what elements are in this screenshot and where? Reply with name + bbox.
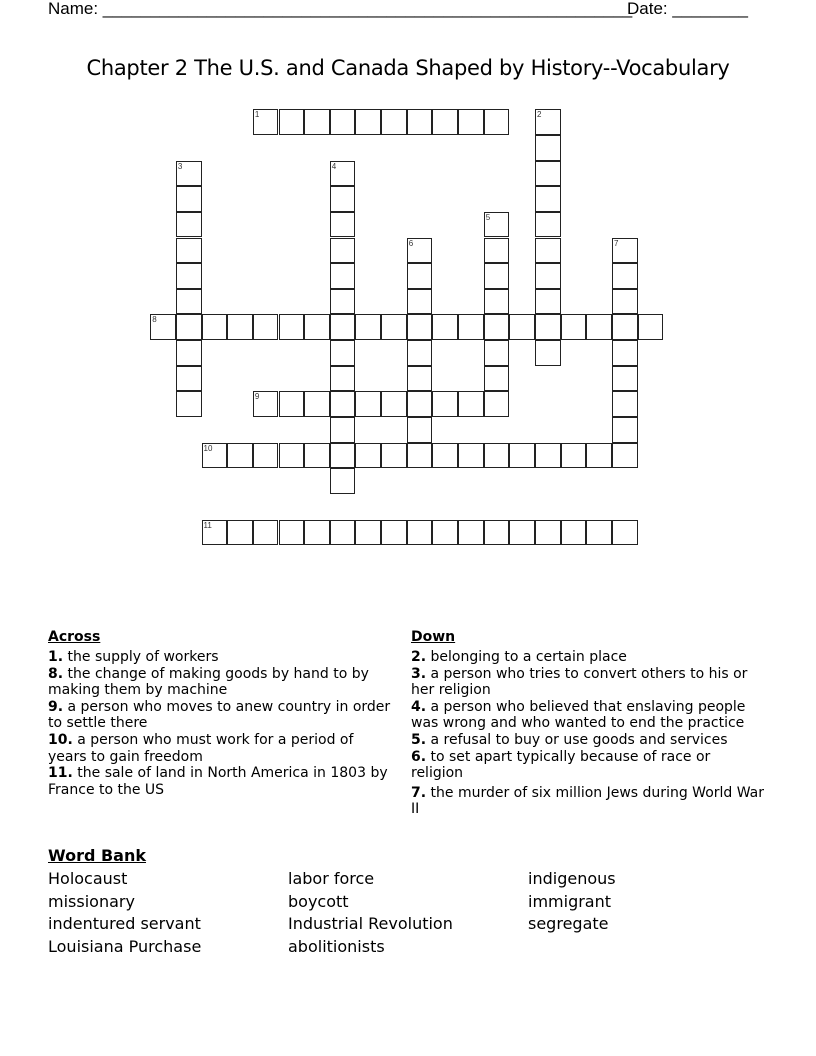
grid-cell[interactable] — [484, 289, 510, 315]
crossword-grid — [151, 110, 666, 550]
grid-cell[interactable] — [253, 443, 279, 469]
grid-cell[interactable] — [484, 366, 510, 392]
grid-cell[interactable] — [458, 520, 484, 546]
clue-down-4 — [411, 699, 766, 732]
word-bank-list — [48, 868, 748, 959]
grid-cell[interactable] — [432, 520, 458, 546]
grid-cell[interactable] — [355, 443, 381, 469]
grid-cell[interactable] — [432, 391, 458, 417]
clue-down-2 — [411, 649, 766, 666]
grid-cell[interactable] — [176, 161, 202, 187]
grid-cell[interactable] — [407, 314, 433, 340]
clue-number: 6. — [411, 748, 427, 765]
word-bank-item: immigrant — [528, 891, 612, 911]
clue-number: 2. — [411, 649, 427, 665]
clue-text: the sale of land in North America in 1803 by France to the US — [48, 765, 388, 798]
grid-cell[interactable] — [535, 186, 561, 212]
grid-cell[interactable] — [330, 366, 356, 392]
grid-cell[interactable] — [612, 340, 638, 366]
grid-cell[interactable] — [484, 109, 510, 135]
clue-number: 4. — [411, 698, 427, 715]
clue-across-10 — [48, 732, 393, 765]
grid-cell[interactable] — [535, 109, 561, 135]
grid-cell[interactable] — [458, 314, 484, 340]
grid-cell[interactable] — [484, 391, 510, 417]
clue-text: a person who tries to convert others to his or her religion — [411, 665, 748, 699]
grid-cell[interactable] — [407, 238, 433, 264]
clue-number-label: 11 — [203, 520, 212, 530]
word-bank-item: Louisiana Purchase — [48, 937, 202, 957]
down-heading: Down — [411, 629, 456, 645]
grid-cell[interactable] — [253, 314, 279, 340]
grid-cell[interactable] — [407, 366, 433, 392]
grid-cell[interactable] — [330, 340, 356, 366]
grid-cell[interactable] — [407, 289, 433, 315]
grid-cell[interactable] — [330, 417, 356, 443]
word-bank-item — [528, 936, 748, 959]
clue-number-label: 10 — [203, 443, 213, 453]
clue-text: a person who moves to anew country in order to settle there — [48, 698, 391, 732]
clue-number-label: 5 — [485, 212, 491, 222]
clue-down-6 — [411, 749, 766, 782]
clue-number-label: 8 — [152, 315, 157, 325]
clue-number: 10. — [48, 731, 73, 748]
grid-cell[interactable] — [330, 186, 356, 212]
word-bank-item: labor force — [288, 869, 375, 888]
clue-across-1 — [48, 649, 393, 666]
grid-cell[interactable] — [330, 289, 356, 315]
clue-number-label: 6 — [408, 238, 414, 248]
grid-cell[interactable] — [484, 340, 510, 366]
grid-cell[interactable] — [176, 212, 202, 238]
clue-text: the murder of six million Jews during World War II — [411, 784, 765, 818]
grid-cell[interactable] — [330, 391, 356, 417]
grid-cell[interactable] — [304, 520, 330, 546]
word-bank-item: abolitionists — [288, 937, 385, 957]
clue-number-label: 2 — [537, 110, 542, 120]
grid-cell[interactable] — [509, 443, 535, 469]
grid-cell[interactable] — [535, 520, 561, 546]
grid-cell[interactable] — [304, 109, 330, 135]
clue-number-label: 1 — [254, 110, 260, 120]
clue-number: 1. — [48, 649, 64, 665]
grid-cell[interactable] — [227, 520, 253, 546]
clue-number: 9. — [48, 698, 64, 715]
grid-cell[interactable] — [355, 109, 381, 135]
grid-cell[interactable] — [535, 161, 561, 187]
grid-cell[interactable] — [535, 289, 561, 315]
grid-cell[interactable] — [484, 263, 510, 289]
grid-cell[interactable] — [304, 443, 330, 469]
grid-cell[interactable] — [355, 314, 381, 340]
grid-cell[interactable] — [535, 314, 561, 340]
grid-cell[interactable] — [202, 314, 228, 340]
grid-cell[interactable] — [509, 520, 535, 546]
grid-cell[interactable] — [176, 186, 202, 212]
grid-cell[interactable] — [304, 391, 330, 417]
grid-cell[interactable] — [227, 443, 253, 469]
grid-cell[interactable] — [381, 520, 407, 546]
grid-cell[interactable] — [535, 212, 561, 238]
grid-cell[interactable] — [381, 314, 407, 340]
word-bank — [48, 846, 748, 959]
grid-cell[interactable] — [561, 520, 587, 546]
grid-cell[interactable] — [202, 443, 228, 469]
grid-cell[interactable] — [330, 212, 356, 238]
grid-cell[interactable] — [330, 161, 356, 187]
grid-cell[interactable] — [638, 314, 664, 340]
down-clues — [411, 629, 766, 818]
grid-cell[interactable] — [330, 314, 356, 340]
grid-cell[interactable] — [458, 391, 484, 417]
grid-cell[interactable] — [484, 520, 510, 546]
page-title: Chapter 2 The U.S. and Canada Shaped by History--Vocabulary — [86, 56, 730, 80]
clue-across-8 — [48, 666, 393, 699]
grid-cell[interactable] — [330, 263, 356, 289]
clue-number-label: 7 — [613, 238, 619, 248]
across-clues — [48, 629, 393, 798]
date-field-label: Date: ________ — [627, 0, 748, 18]
clue-across-9 — [48, 699, 393, 732]
grid-cell[interactable] — [330, 109, 356, 135]
grid-cell[interactable] — [279, 314, 305, 340]
grid-cell[interactable] — [586, 314, 612, 340]
grid-cell[interactable] — [561, 443, 587, 469]
grid-cell[interactable] — [407, 109, 433, 135]
grid-cell[interactable] — [407, 520, 433, 546]
grid-cell[interactable] — [612, 314, 638, 340]
grid-cell[interactable] — [279, 520, 305, 546]
grid-cell[interactable] — [279, 443, 305, 469]
grid-cell[interactable] — [586, 520, 612, 546]
grid-cell[interactable] — [381, 109, 407, 135]
grid-cell[interactable] — [484, 443, 510, 469]
grid-cell[interactable] — [484, 238, 510, 264]
clue-text: a person who believed that enslaving people was wrong and who wanted to end the practice — [411, 698, 746, 732]
grid-cell[interactable] — [535, 135, 561, 161]
grid-cell[interactable] — [176, 340, 202, 366]
grid-cell[interactable] — [612, 263, 638, 289]
across-heading: Across — [48, 629, 101, 645]
grid-cell[interactable] — [458, 443, 484, 469]
grid-cell[interactable] — [535, 340, 561, 366]
grid-cell[interactable] — [279, 391, 305, 417]
grid-cell[interactable] — [330, 238, 356, 264]
grid-cell[interactable] — [227, 314, 253, 340]
clue-number: 5. — [411, 731, 427, 748]
grid-cell[interactable] — [407, 417, 433, 443]
clue-down-5 — [411, 732, 766, 749]
grid-cell[interactable] — [407, 263, 433, 289]
grid-cell[interactable] — [407, 443, 433, 469]
word-bank-item: missionary — [48, 891, 135, 911]
grid-cell[interactable] — [458, 109, 484, 135]
grid-cell[interactable] — [432, 314, 458, 340]
word-bank-item: Industrial Revolution — [288, 914, 453, 934]
clue-number: 8. — [48, 665, 64, 682]
word-bank-item: segregate — [528, 914, 609, 934]
grid-cell[interactable] — [176, 263, 202, 289]
grid-cell[interactable] — [381, 391, 407, 417]
clue-number: 3. — [411, 665, 427, 682]
grid-cell[interactable] — [330, 520, 356, 546]
grid-cell[interactable] — [612, 289, 638, 315]
grid-cell[interactable] — [355, 391, 381, 417]
clue-text: belonging to a certain place — [426, 649, 627, 665]
grid-cell[interactable] — [176, 391, 202, 417]
clue-number: 7. — [411, 784, 427, 801]
grid-cell[interactable] — [253, 391, 279, 417]
grid-cell[interactable] — [535, 443, 561, 469]
grid-cell[interactable] — [612, 520, 638, 546]
clue-number-label: 9 — [254, 392, 260, 402]
word-bank-item: indigenous — [528, 869, 616, 888]
grid-cell[interactable] — [612, 417, 638, 443]
grid-cell[interactable] — [612, 366, 638, 392]
clue-text: a refusal to buy or use goods and services — [426, 731, 728, 748]
word-bank-item: indentured servant — [48, 914, 201, 934]
grid-cell[interactable] — [176, 238, 202, 264]
clue-across-11 — [48, 765, 393, 798]
grid-cell[interactable] — [432, 443, 458, 469]
clue-number: 11. — [48, 765, 73, 782]
grid-cell[interactable] — [355, 520, 381, 546]
grid-cell[interactable] — [176, 314, 202, 340]
word-bank-item: boycott — [288, 891, 349, 911]
grid-cell[interactable] — [407, 391, 433, 417]
grid-cell[interactable] — [330, 468, 356, 494]
clue-down-7 — [411, 785, 766, 818]
name-field-label: Name: ________________________________________________________ — [48, 0, 633, 18]
grid-cell[interactable] — [176, 366, 202, 392]
clue-text: to set apart typically because of race or religion — [411, 748, 711, 782]
grid-cell[interactable] — [509, 314, 535, 340]
grid-cell[interactable] — [586, 443, 612, 469]
clue-number-label: 3 — [177, 161, 183, 171]
grid-cell[interactable] — [150, 314, 176, 340]
grid-cell[interactable] — [484, 212, 510, 238]
grid-cell[interactable] — [253, 109, 279, 135]
clue-down-3 — [411, 666, 766, 699]
grid-cell[interactable] — [381, 443, 407, 469]
grid-cell[interactable] — [612, 443, 638, 469]
grid-cell[interactable] — [535, 238, 561, 264]
clue-text: the supply of workers — [63, 649, 219, 665]
grid-cell[interactable] — [279, 109, 305, 135]
clue-number-label: 4 — [331, 161, 337, 171]
clue-text: the change of making goods by hand to by making them by machine — [48, 665, 369, 699]
grid-cell[interactable] — [432, 109, 458, 135]
grid-cell[interactable] — [407, 340, 433, 366]
grid-cell[interactable] — [612, 391, 638, 417]
grid-cell[interactable] — [176, 289, 202, 315]
word-bank-item: Holocaust — [48, 869, 128, 888]
grid-cell[interactable] — [561, 314, 587, 340]
grid-cell[interactable] — [484, 314, 510, 340]
grid-cell[interactable] — [253, 520, 279, 546]
grid-cell[interactable] — [304, 314, 330, 340]
grid-cell[interactable] — [612, 238, 638, 264]
grid-cell[interactable] — [330, 443, 356, 469]
clue-text: a person who must work for a period of years to gain freedom — [48, 731, 354, 765]
word-bank-heading: Word Bank — [48, 846, 147, 865]
grid-cell[interactable] — [535, 263, 561, 289]
grid-cell[interactable] — [202, 520, 228, 546]
